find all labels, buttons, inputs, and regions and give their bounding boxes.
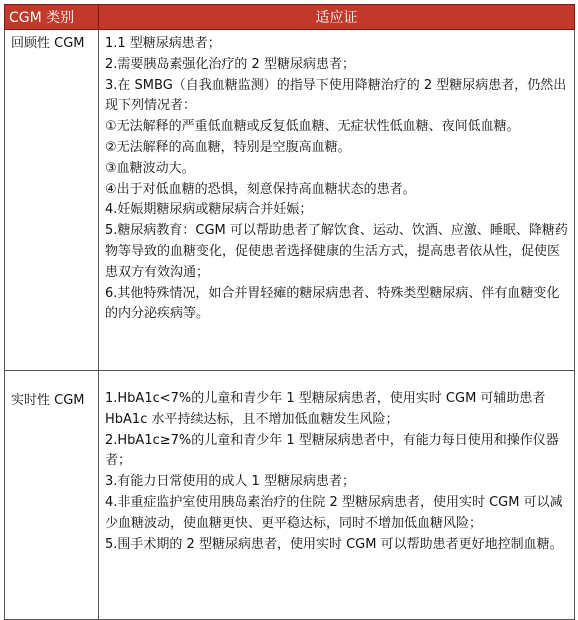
indication-item: 4.妊娠期糖尿病或糖尿病合并妊娠； xyxy=(105,202,313,218)
indication-item: 2.HbA1c≥7%的儿童和青少年 1 型糖尿病患者中，有能力每日使用和操作仪器者； xyxy=(105,432,559,469)
cgm-type-cell: 回顾性 CGM xyxy=(5,30,99,371)
header-cgm-category: CGM 类别 xyxy=(5,5,99,30)
header-indications: 适应证 xyxy=(99,5,575,30)
table-row-realtime-cgm xyxy=(5,371,575,620)
indication-item: 5.糖尿病教育：CGM 可以帮助患者了解饮食、运动、饮酒、应激、睡眠、降糖药物等导致的血糖变化，促使患者选择健康的生活方式，提高患者依从性，促使医患双方有效沟通； xyxy=(105,223,568,280)
indication-subitem: ②无法解释的高血糖，特别是空腹高血糖。 xyxy=(105,139,351,155)
indication-item: 2.需要胰岛素强化治疗的 2 型糖尿病患者； xyxy=(105,56,355,72)
indication-subitem: ④出于对低血糖的恐惧，刻意保持高血糖状态的患者。 xyxy=(105,181,416,197)
indication-subitem: ③血糖波动大。 xyxy=(105,160,195,176)
indication-item: 3.有能力日常使用的成人 1 型糖尿病患者； xyxy=(105,474,355,490)
indication-item: 1.HbA1c<7%的儿童和青少年 1 型糖尿病患者，使用实时 CGM 可辅助患者 HbA1c 水平持续达标，且不增加低血糖发生风险； xyxy=(105,391,546,427)
table-row-retrospective-cgm xyxy=(5,30,575,371)
indication-item: 4.非重症监护室使用胰岛素治疗的住院 2 型糖尿病患者，使用实时 CGM 可以减少血糖波动，使血糖更快、更平稳达标，同时不增加低血糖风险； xyxy=(105,494,563,531)
indications-cell xyxy=(99,30,575,371)
indication-subitem: ①无法解释的严重低血糖或反复低血糖、无症状性低血糖、夜间低血糖。 xyxy=(105,119,520,135)
indication-item: 5.围手术期的 2 型糖尿病患者，使用实时 CGM 可以帮助患者更好地控制血糖。 xyxy=(105,536,563,552)
cgm-type-cell: 实时性 CGM xyxy=(5,371,99,620)
table-header-row xyxy=(5,5,575,30)
indication-item: 1.1 型糖尿病患者； xyxy=(105,36,221,51)
indication-item: 3.在 SMBG（自我血糖监测）的指导下使用降糖治疗的 2 型糖尿病患者，仍然出现下列情况者： xyxy=(105,77,567,114)
cgm-indications-table xyxy=(4,4,575,620)
indications-cell xyxy=(99,371,575,620)
indication-item: 6.其他特殊情况，如合并胃轻瘫的糖尿病患者、特殊类型糖尿病、伴有血糖变化的内分泌疾病等。 xyxy=(105,285,560,322)
